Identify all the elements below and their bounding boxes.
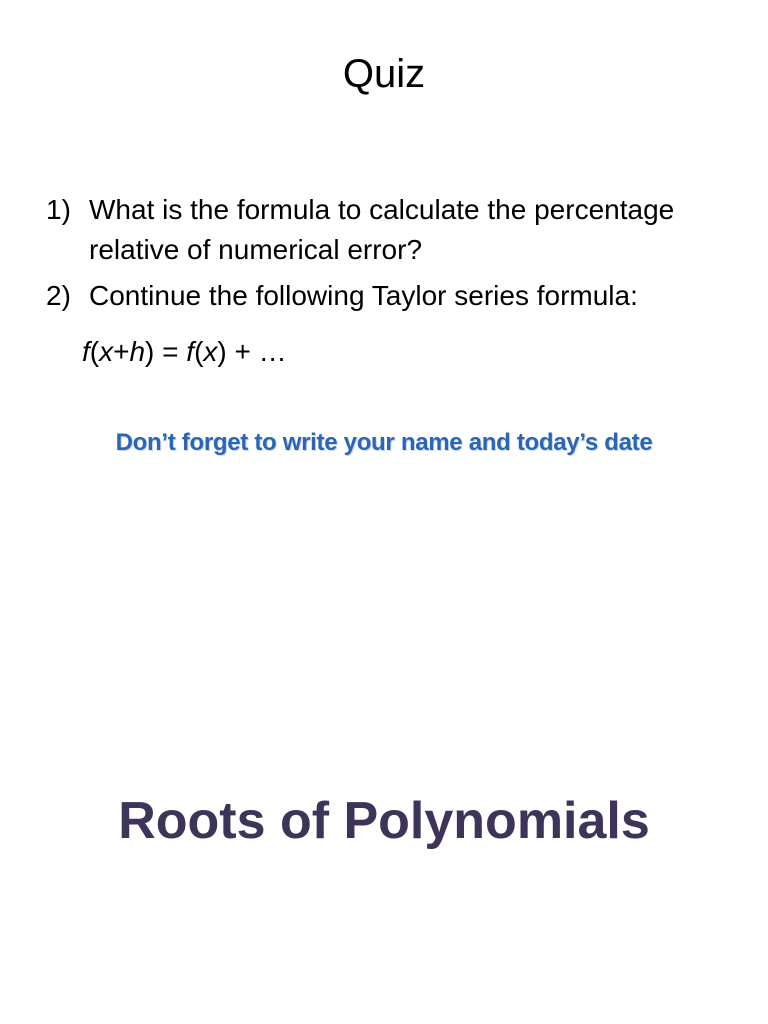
formula-open-paren: ( [89, 336, 100, 367]
question-text-2: Continue the following Taylor series formula: [89, 280, 638, 311]
question-item-1 [46, 190, 736, 270]
taylor-formula [82, 332, 287, 372]
section-title: Roots of Polynomials [118, 792, 650, 850]
formula-plus: + [113, 336, 130, 367]
formula-x-left: x [99, 336, 114, 367]
question-text-1: What is the formula to calculate the percentage relative of numerical error? [89, 194, 675, 265]
formula-open-paren-right: ( [194, 336, 204, 367]
formula-equals: ) = [145, 336, 187, 367]
formula-tail: ) + … [217, 336, 287, 367]
question-number-1: 1) [46, 194, 71, 225]
formula-f-right: f [186, 336, 195, 367]
question-item-2 [46, 276, 736, 316]
formula-f-left: f [82, 336, 90, 367]
question-list [46, 190, 736, 316]
quiz-title: Quiz [342, 52, 426, 96]
reminder-note: Don’t forget to write your name and today’s date [115, 429, 653, 456]
formula-x-right: x [203, 336, 218, 367]
formula-h: h [129, 336, 146, 367]
question-number-2: 2) [46, 280, 71, 311]
